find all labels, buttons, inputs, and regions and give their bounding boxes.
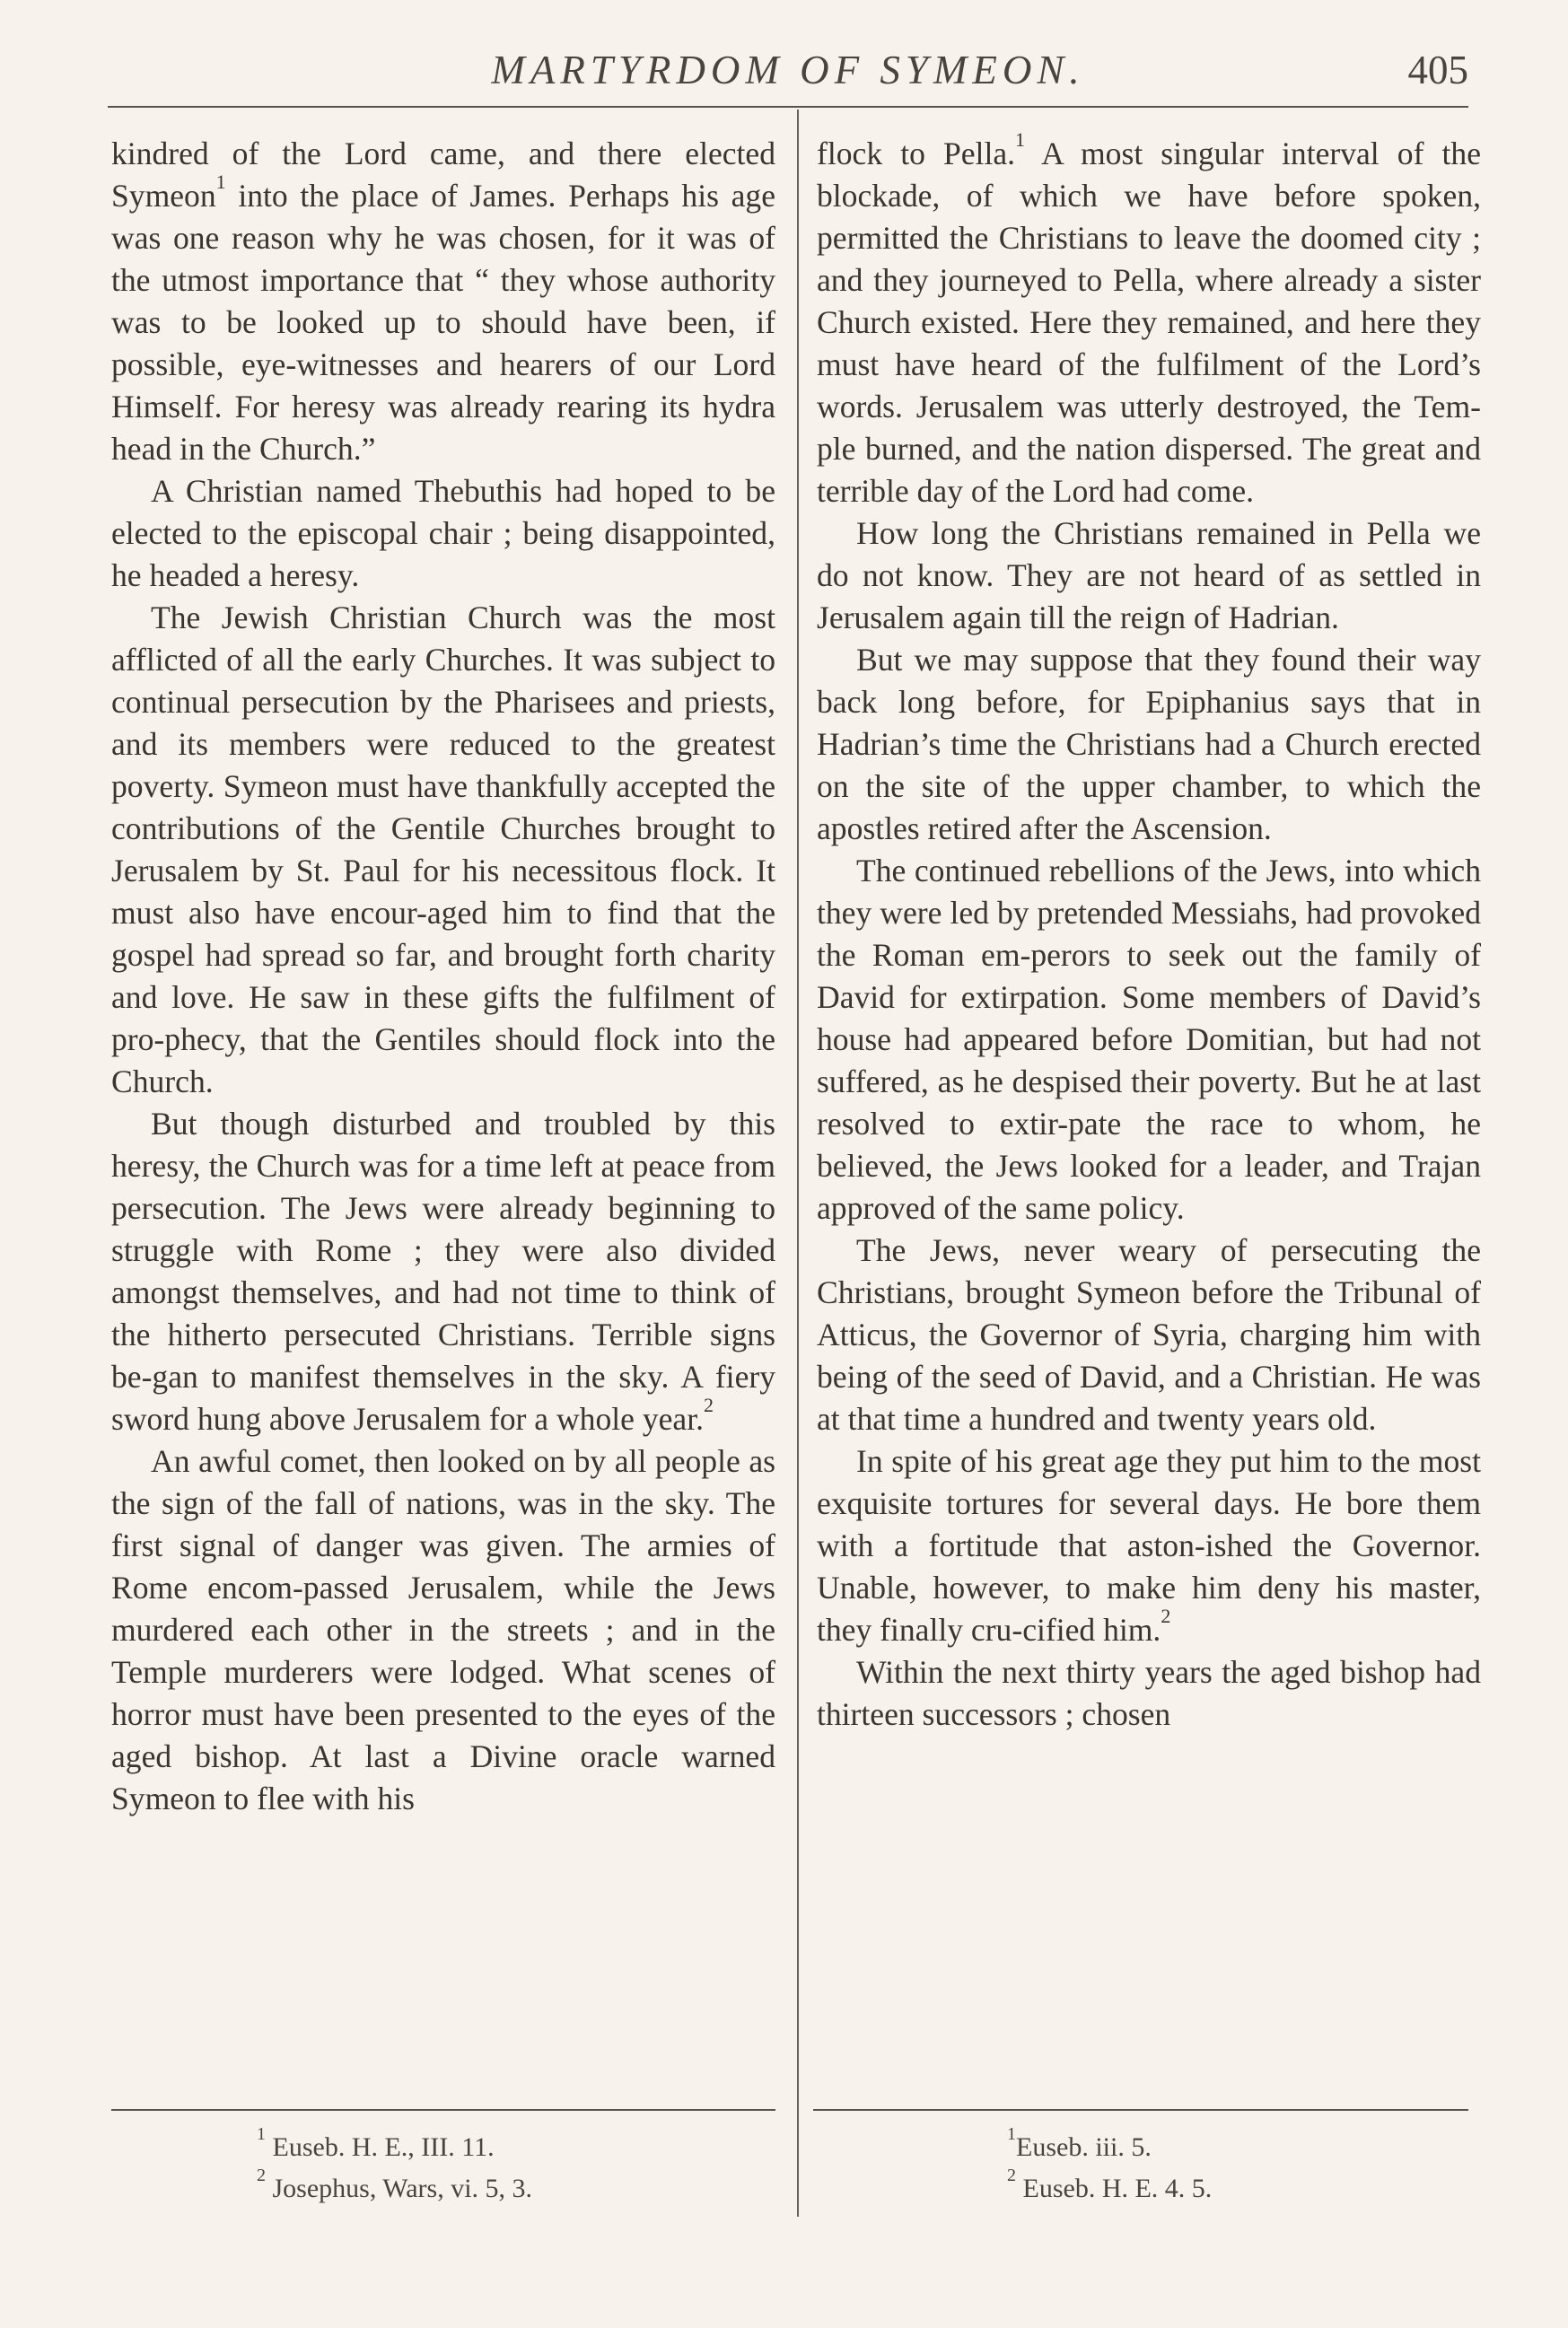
paragraph-text-continued: A most singular interval of the blockade, of which we have before spoken, permitted the Christians to leave the doomed city ; and they journeyed to Pella, where already a sister Church existed. Here they remained, and here they must have heard of the fulfilment of the Lord’s words. Jerusalem was utterly destroyed, the Tem-ple burned, and the nation dispersed. The great and terrible day of the Lord had come.	[817, 136, 1481, 509]
paragraph	[111, 1103, 775, 1440]
paragraph	[817, 1651, 1481, 1736]
footnote	[1007, 2124, 1212, 2168]
paragraph-text: A Christian named Thebuthis had hoped to be elected to the episcopal chair ; being disappointed, he headed a heresy.	[111, 473, 775, 593]
footnote-text: Josephus, Wars, vi. 5, 3.	[266, 2174, 533, 2203]
paragraph	[817, 128, 1481, 512]
paragraph-text: The Jews, never weary of persecuting the Christians, brought Symeon before the Tribunal of Atticus, the Governor of Syria, charging him with being of the seed of David, and a Christian. He was at that time a hundred and twenty years old.	[817, 1232, 1481, 1437]
paragraph	[111, 597, 775, 1103]
footnote-rule-right	[813, 2109, 1468, 2111]
paragraph	[111, 133, 775, 470]
header-rule	[108, 106, 1468, 108]
footnote	[257, 2168, 532, 2210]
paragraph-text-continued: into the place of James. Perhaps his age was one reason why he was chosen, for it was of the utmost importance that “ they whose authority was to be looked up to should have been, if possible, eye-witnesses and hearers of our Lord Himself. For heresy was already rearing its hydra head in the Church.”	[111, 178, 775, 467]
paragraph-text: kindred of the Lord came, and there elected Symeon	[111, 136, 775, 214]
footnote-marker: 2	[1161, 1605, 1171, 1628]
footnote-text: Euseb. H. E. 4. 5.	[1016, 2174, 1213, 2203]
page-header	[108, 47, 1468, 101]
footnote-marker: 2	[703, 1394, 714, 1417]
paragraph	[817, 850, 1481, 1230]
paragraph	[111, 470, 775, 597]
footnote	[257, 2124, 532, 2168]
page-number: 405	[1407, 48, 1468, 92]
footnote-number: 1	[257, 2124, 266, 2144]
footnotes-right	[1007, 2124, 1213, 2210]
footnote-rule-left	[111, 2109, 775, 2111]
paragraph-text: But we may suppose that they found their way back long before, for Epiphanius says that in Hadrian’s time the Christians had a Church erected on the site of the upper chamber, to which the apostles retired after the Ascension.	[817, 642, 1481, 846]
paragraph-text: The Jewish Christian Church was the most afflicted of all the early Churches. It was subject to continual persecution by the Pharisees and priests, and its members were reduced to the greatest poverty. Symeon must have thankfully accepted the contributions of the Gentile Churches brought to Jerusalem by St. Paul for his necessitous flock. It must also have encour-aged him to find that the gospel had spread so far, and brought forth charity and love. He saw in these gifts the fulfilment of pro-phecy, that the Gentiles should flock into the Church.	[111, 600, 775, 1099]
paragraph-text: An awful comet, then looked on by all people as the sign of the fall of nations, was in the sky. The first signal of danger was given. The armies of Rome encom-passed Jerusalem, while the Jews murdered each other in the streets ; and in the Temple murderers were lodged. What scenes of horror must have been presented to the eyes of the aged bishop. At last a Divine oracle warned Symeon to flee with his	[111, 1443, 775, 1816]
footnote-marker: 1	[1015, 128, 1026, 152]
left-column	[111, 133, 775, 1820]
running-title: MARTYRDOM OF SYMEON.	[491, 48, 1085, 92]
footnote-marker: 1	[215, 171, 226, 194]
footnote-text: Euseb. iii. 5.	[1016, 2132, 1152, 2162]
paragraph	[817, 639, 1481, 850]
paragraph-text: Within the next thirty years the aged bishop had thirteen successors ; chosen	[817, 1654, 1481, 1732]
paragraph	[817, 1440, 1481, 1651]
paragraph-text: The continued rebellions of the Jews, into which they were led by pretended Messiahs, had provoked the Roman em-perors to seek out the family of David for extirpation. Some members of David’s house had appeared before Domitian, but had not suffered, as he despised their poverty. But he at last resolved to extir-pate the race to whom, he believed, the Jews looked for a leader, and Trajan approved of the same policy.	[817, 853, 1481, 1226]
footnote-number: 1	[1007, 2124, 1016, 2144]
paragraph-text: flock to Pella.	[817, 136, 1016, 171]
paragraph	[817, 512, 1481, 639]
footnote-text: Euseb. H. E., III. 11.	[266, 2132, 495, 2162]
paragraph-text: How long the Christians remained in Pella we do not know. They are not heard of as settled in Jerusalem again till the reign of Hadrian.	[817, 515, 1481, 635]
paragraph	[817, 1230, 1481, 1440]
footnote	[1007, 2168, 1212, 2210]
footnote-number: 2	[257, 2166, 266, 2185]
footnotes-left	[257, 2124, 533, 2210]
right-column	[817, 128, 1481, 1736]
column-divider	[797, 109, 799, 2217]
paragraph-text: In spite of his great age they put him to the most exquisite tortures for several days. He bore them with a fortitude that aston-ished the Governor. Unable, however, to make him deny his master, they finally cru-cified him.	[817, 1443, 1481, 1648]
footnote-number: 2	[1007, 2166, 1016, 2185]
paragraph-text: But though disturbed and troubled by this heresy, the Church was for a time left at peace from persecution. The Jews were already beginning to struggle with Rome ; they were also divided amongst themselves, and had not time to think of the hitherto persecuted Christians. Terrible signs be-gan to manifest themselves in the sky. A fiery sword hung above Jerusalem for a whole year.	[111, 1106, 775, 1437]
paragraph	[111, 1440, 775, 1820]
